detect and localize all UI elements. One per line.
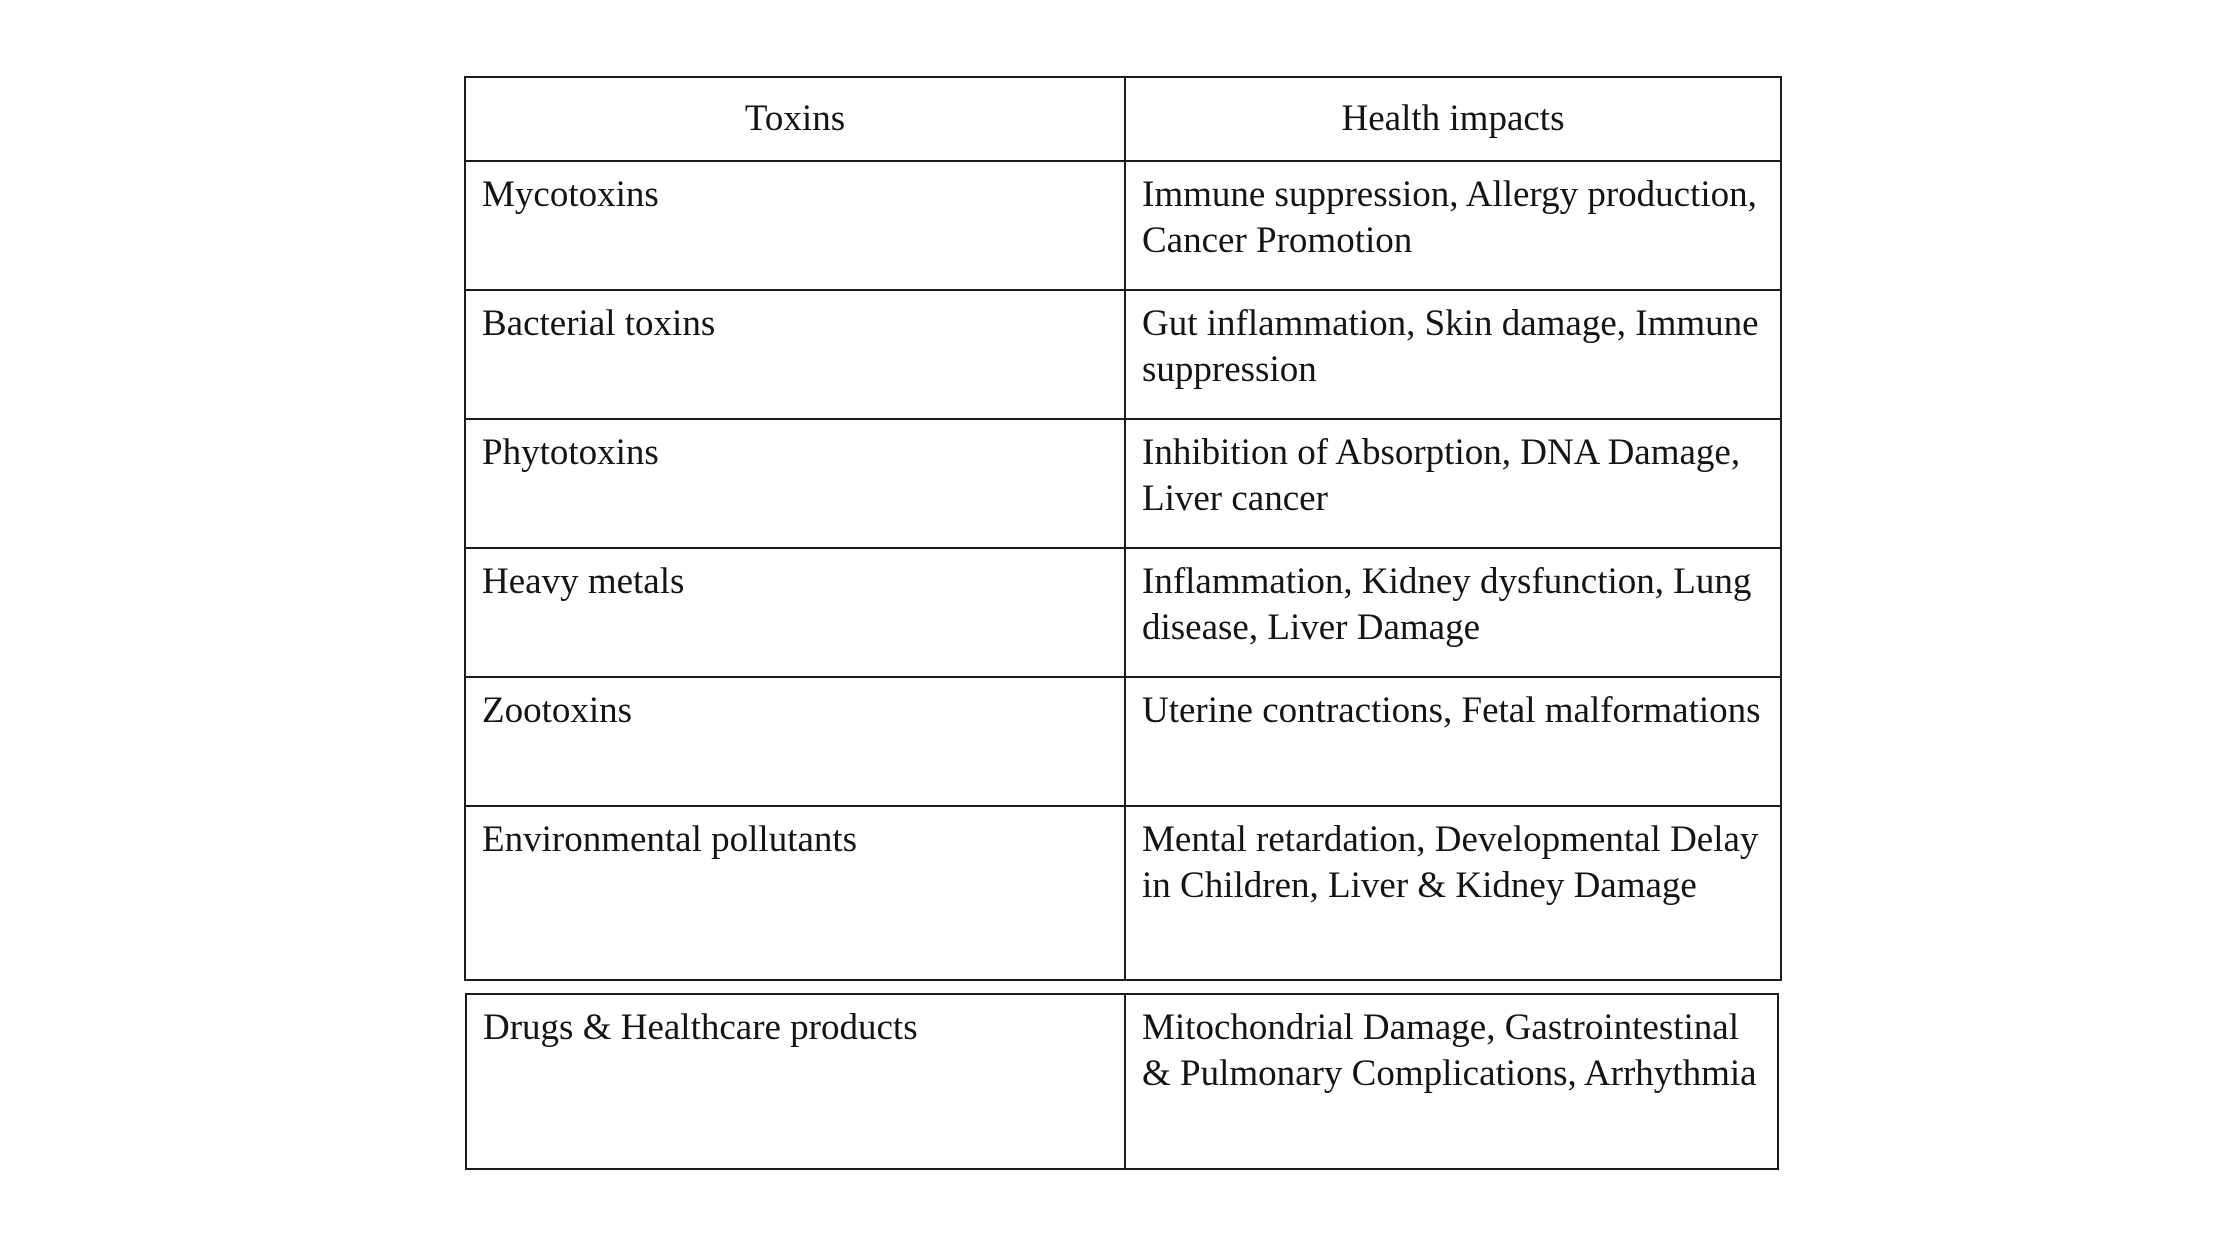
table-header-row — [465, 77, 1781, 161]
health-impacts-text: Inflammation, Kidney dysfunction, Lung disease, Liver Damage — [1142, 561, 1752, 648]
impacts-cell — [1125, 548, 1781, 677]
column-header-toxins: Toxins — [465, 77, 1125, 161]
toxin-name: Heavy metals — [482, 561, 685, 602]
health-impacts-text: Inhibition of Absorption, DNA Damage, Liver cancer — [1142, 432, 1741, 519]
table-row — [465, 677, 1781, 806]
toxin-cell — [465, 548, 1125, 677]
toxin-cell — [465, 677, 1125, 806]
toxin-name: Mycotoxins — [482, 174, 659, 215]
impacts-cell — [1125, 806, 1781, 980]
health-impacts-text: Mental retardation, Developmental Delay in Children, Liver & Kidney Damage — [1142, 819, 1759, 906]
toxin-cell — [465, 806, 1125, 980]
table-row — [465, 290, 1781, 419]
table-row — [465, 806, 1781, 980]
toxin-name: Environmental pollutants — [482, 819, 858, 860]
health-impacts-text: Uterine contractions, Fetal malformations — [1142, 690, 1761, 731]
table-row — [466, 994, 1778, 1169]
toxin-name: Bacterial toxins — [482, 303, 716, 344]
table-row — [465, 548, 1781, 677]
impacts-cell — [1125, 994, 1778, 1169]
table-row — [465, 419, 1781, 548]
toxins-continuation-table — [465, 993, 1779, 1170]
toxin-name: Drugs & Healthcare products — [483, 1007, 918, 1048]
health-impacts-text: Mitochondrial Damage, Gastrointestinal & Pulmonary Complications, Arrhythmia — [1142, 1007, 1757, 1094]
table-row — [465, 161, 1781, 290]
impacts-cell — [1125, 161, 1781, 290]
impacts-cell — [1125, 419, 1781, 548]
column-header-health-impacts: Health impacts — [1125, 77, 1781, 161]
impacts-cell — [1125, 290, 1781, 419]
toxin-cell — [465, 290, 1125, 419]
toxin-cell — [465, 419, 1125, 548]
impacts-cell — [1125, 677, 1781, 806]
health-impacts-text: Immune suppression, Allergy production, Cancer Promotion — [1142, 174, 1757, 261]
health-impacts-text: Gut inflammation, Skin damage, Immune suppression — [1142, 303, 1759, 390]
toxin-name: Phytotoxins — [482, 432, 659, 473]
toxins-health-impacts-table — [464, 76, 1782, 981]
toxin-cell — [465, 161, 1125, 290]
toxin-name: Zootoxins — [482, 690, 633, 731]
toxin-cell — [466, 994, 1125, 1169]
